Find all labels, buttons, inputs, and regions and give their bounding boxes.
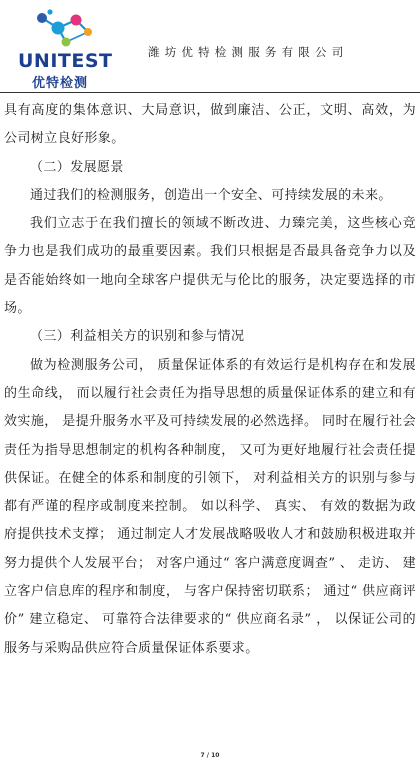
paragraph: 具有高度的集体意识、大局意识，做到廉洁、公正，文明、高效，为公司树立良好形象。 xyxy=(4,103,416,147)
paragraph: 做为检测服务公司， 质量保证体系的有效运行是机构存在和发展的生命线， 而以履行社会责任为指导思想的质量保证体系的建立和有效实施， 是提升服务水平及可持续发展的必然选择。 同时在履行社会责任为指导思想制定的机构各种制度， 又可为更好地履行社会责任提供保证。在健全的体系和制度的引领下， 对利益相关方的识别与参与都有严谨的程序或制度来控制。 如以科学、 真实、 有效的数据为政府提供技术支撑； 通过制定人才发展战略吸收人才和鼓励积极进取并努力提供个人发展平台； 对客户通过“ 客户满意度调查” 、 走访、 建立客户信息库的程序和制度， 与客户保持密切联系； 通过“ 供应商评价” 建立稳定、 可靠符合法律要求的“ 供应商名录” ， 以保证公司的服务与采购品供应符合质量保证体系要求。 xyxy=(4,357,416,656)
section-heading: （三）利益相关方的识别和参与情况 xyxy=(30,329,245,345)
document-body xyxy=(0,97,420,663)
page-number: 7 / 10 xyxy=(200,752,220,759)
logo-wordmark: UNITEST xyxy=(18,50,113,72)
paragraph: 通过我们的检测服务，创造出一个安全、可持续发展的未来。 xyxy=(30,187,392,203)
paragraph: 我们立志于在我们擅长的领域不断改进、力臻完美，这些核心竞争力也是我们成功的最重要因素。我们只根据是否最具备竞争力以及是否能始终如一地向全球客户提供无与伦比的服务，决定要选择的市场。 xyxy=(4,216,416,317)
header-divider xyxy=(0,92,420,93)
company-logo xyxy=(14,8,114,91)
section-heading: （二）发展愿景 xyxy=(30,159,124,175)
page-header xyxy=(0,0,420,92)
company-name: 潍坊优特检测服务有限公司 xyxy=(148,45,349,59)
logo-chinese-name: 优特检测 xyxy=(32,76,89,91)
molecule-logo-icon xyxy=(32,8,96,50)
